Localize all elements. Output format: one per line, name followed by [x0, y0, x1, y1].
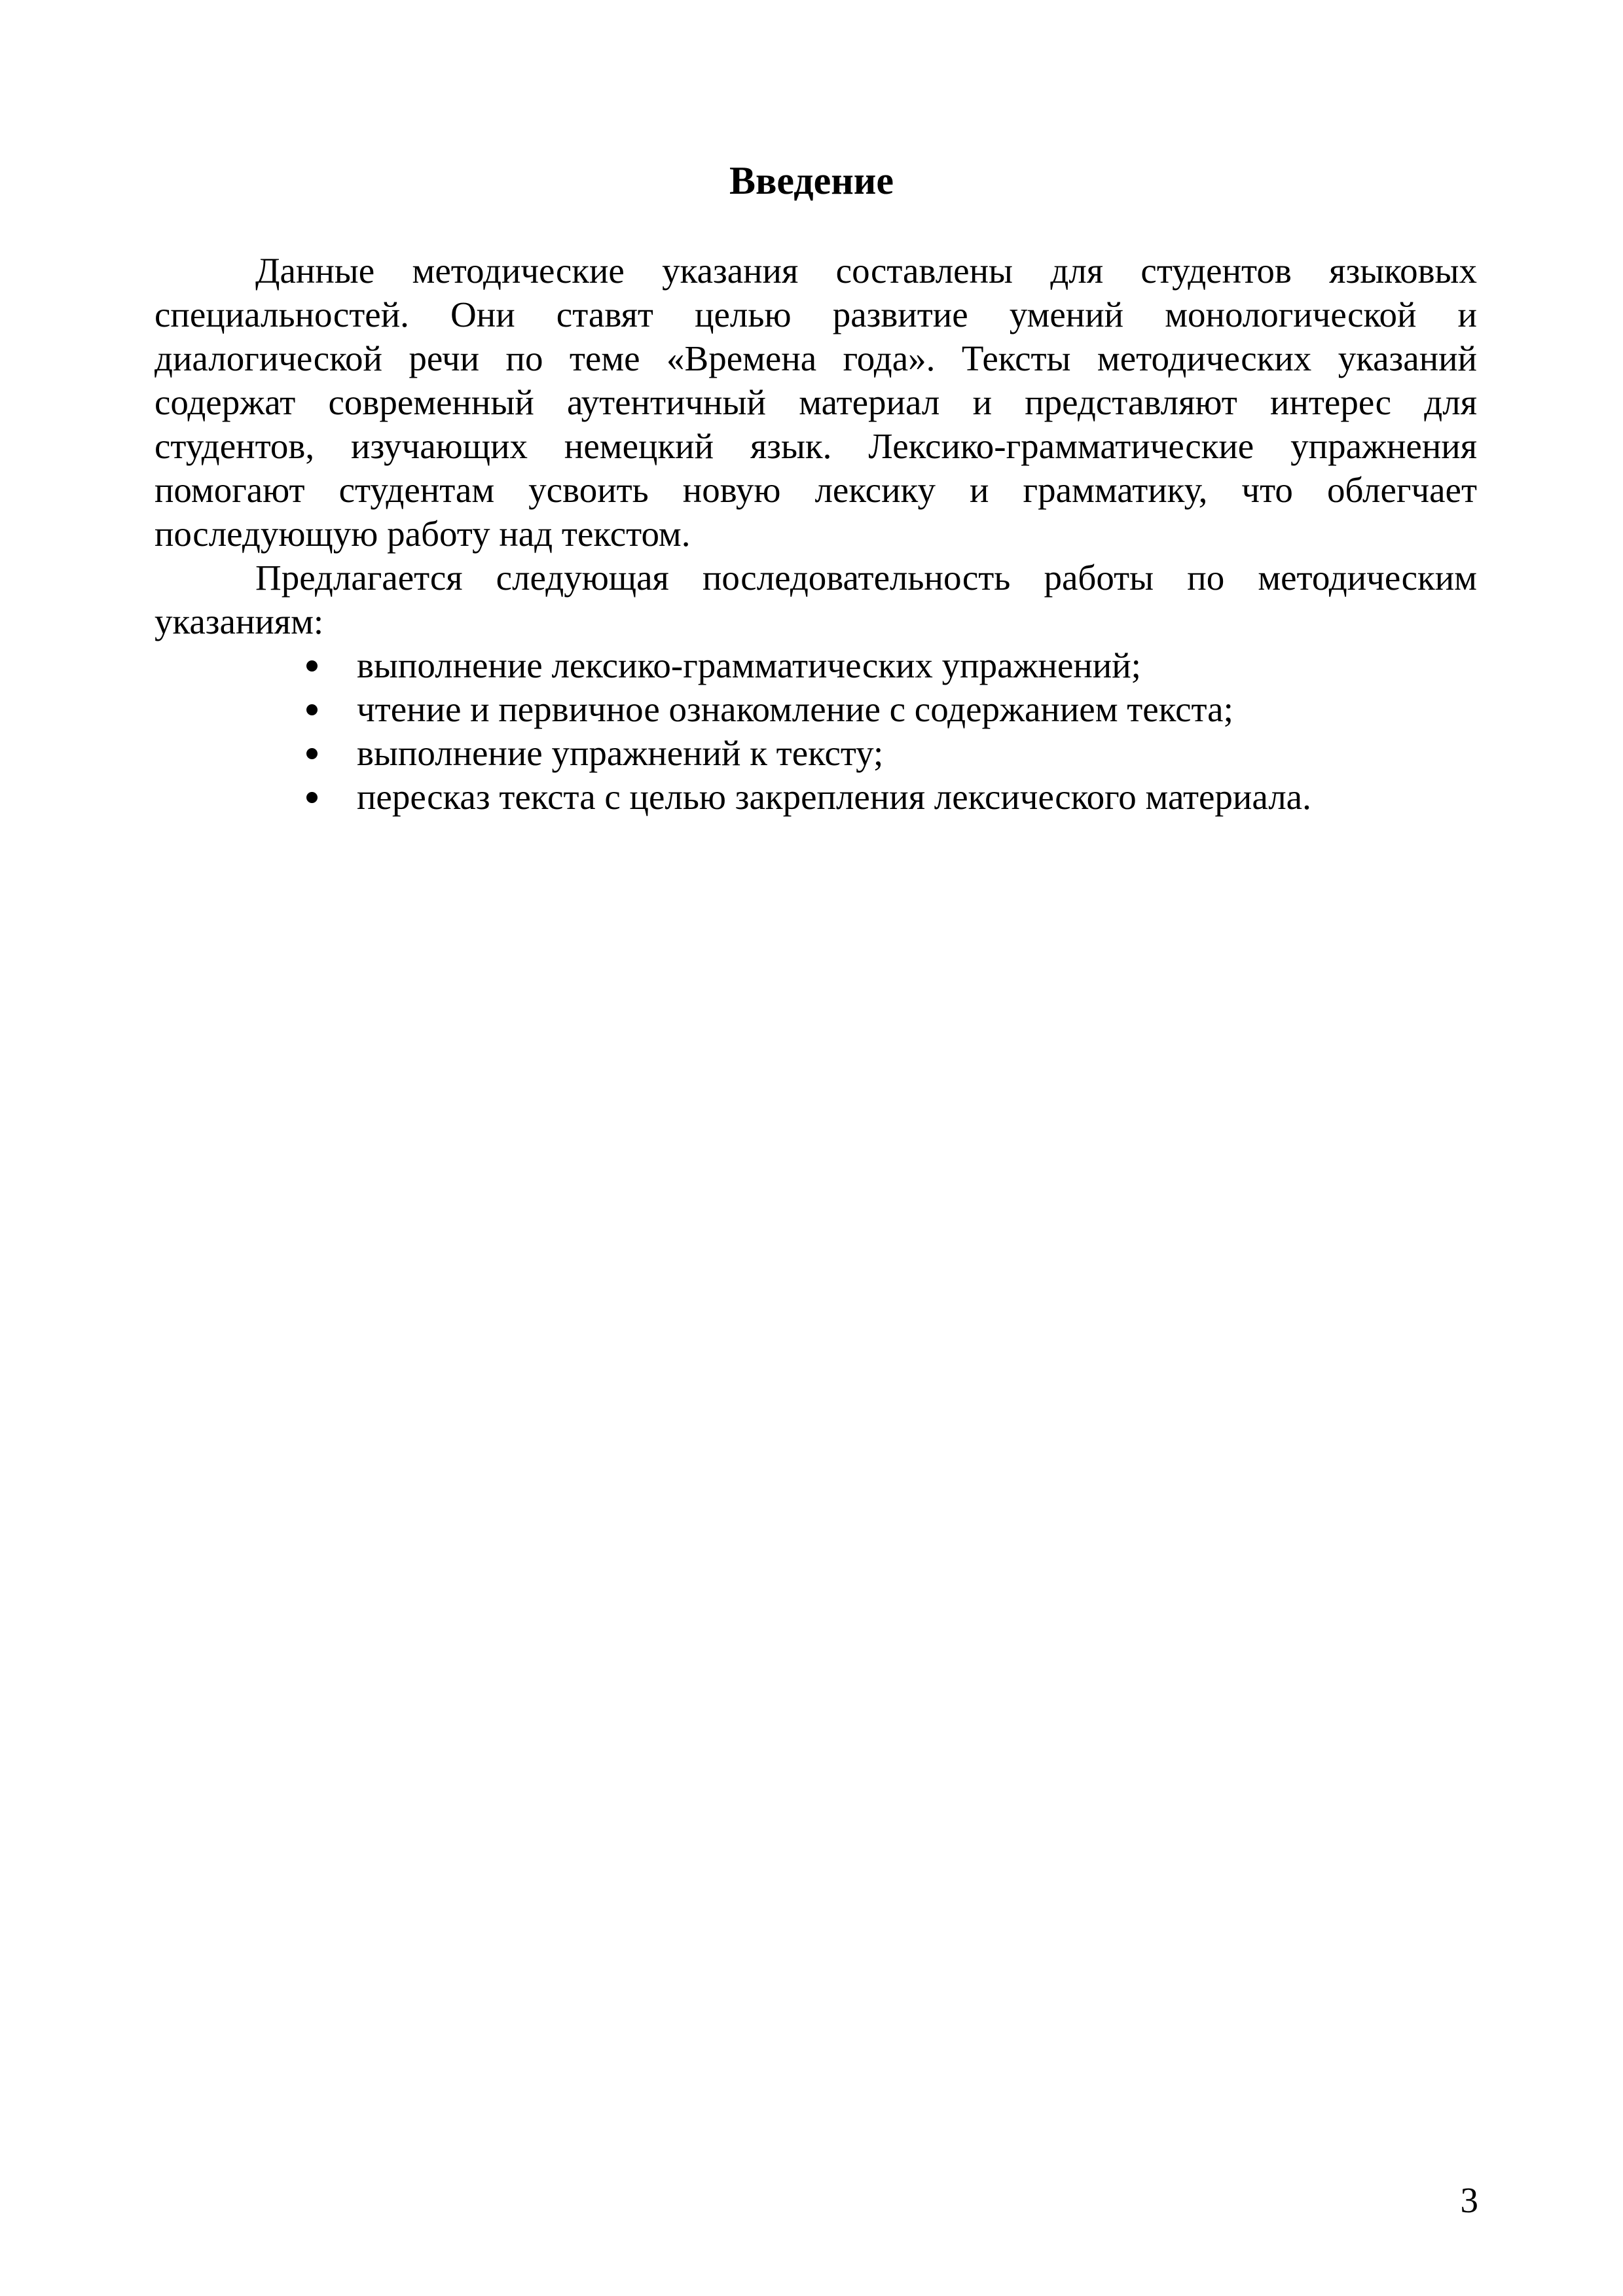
- bullet-icon: [306, 660, 318, 672]
- body-text: [155, 249, 1477, 819]
- list-item: [305, 775, 1477, 819]
- list-item-text: выполнение упражнений к тексту;: [357, 733, 884, 773]
- list-item: [305, 731, 1477, 775]
- list-item-text: пересказ текста с целью закрепления лексического материала.: [357, 777, 1311, 817]
- bullet-icon: [306, 704, 318, 715]
- page-number: 3: [1460, 2180, 1478, 2220]
- bullet-icon: [306, 748, 318, 759]
- bullet-icon: [306, 792, 318, 803]
- page-title: Введение: [729, 159, 894, 202]
- list-item: [305, 687, 1477, 731]
- list-item: [305, 643, 1477, 687]
- intro-paragraph: Данные методические указания составлены для студентов языковых специальностей. Они ставят целью развитие умений монологической и диалогической речи по теме «Времена года». Тексты методических указаний содержат современный аутентичный материал и представляют интерес для студентов, изучающих немецкий язык. Лексико-грамматические упражнения помогают студентам усвоить новую лексику и грамматику, что облегчает последующую работу над текстом.: [155, 251, 1477, 554]
- list-item-text: выполнение лексико-грамматических упражнений;: [357, 645, 1141, 685]
- list-item-text: чтение и первичное ознакомление с содержанием текста;: [357, 689, 1233, 729]
- work-steps-list: [155, 643, 1477, 819]
- sequence-paragraph: Предлагается следующая последовательность работы по методическим указаниям:: [155, 558, 1477, 641]
